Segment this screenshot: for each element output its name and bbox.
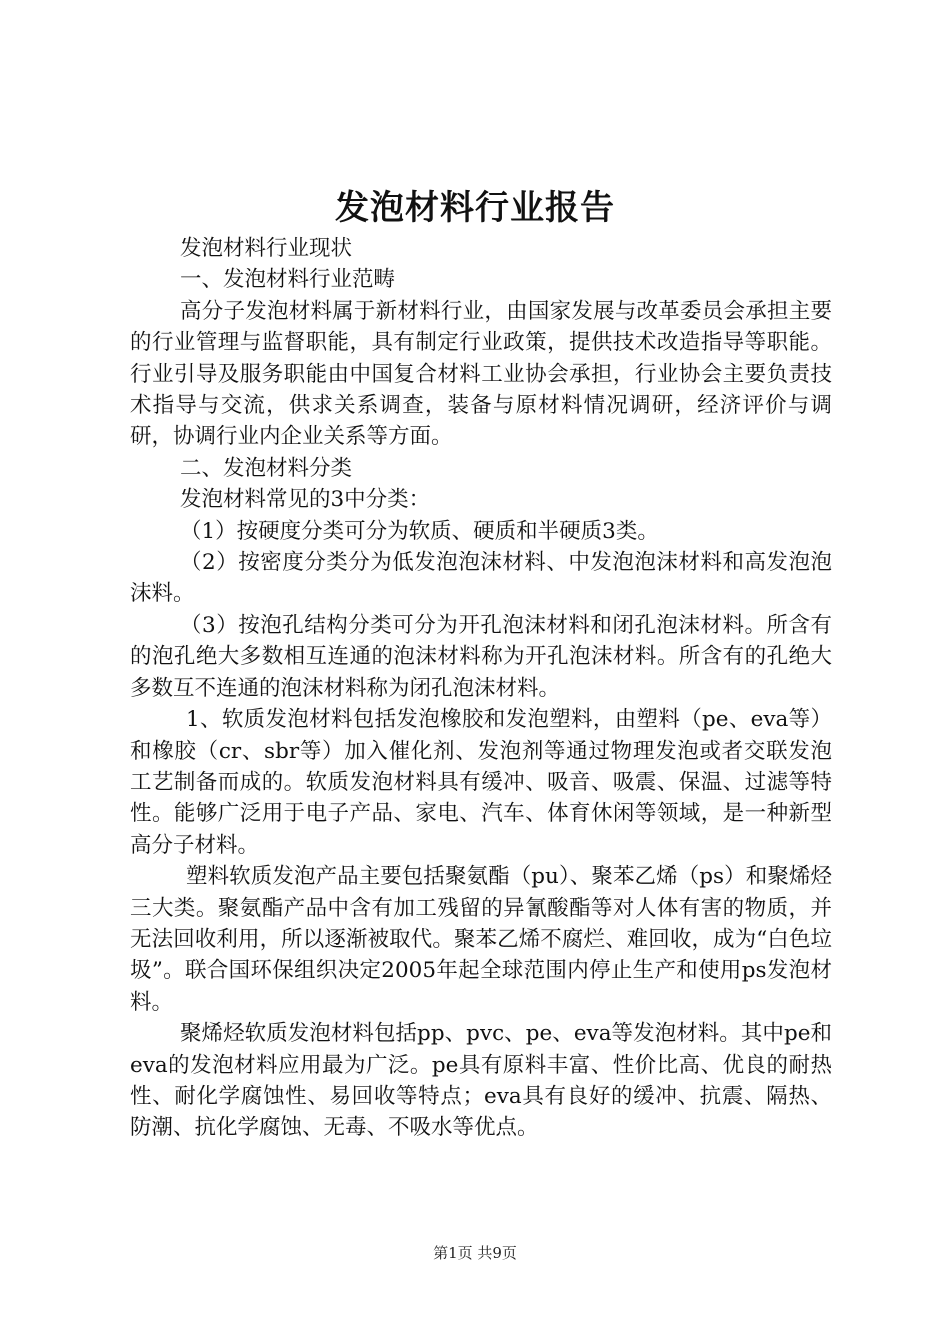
- paragraph-plastic-soft-foam: 塑料软质发泡产品主要包括聚氨酯（pu）、聚苯乙烯（ps）和聚烯烃三大类。聚氨酯产品中含有加工残留的异氰酸酯等对人体有害的物质，并无法回收利用，所以逐渐被取代。聚苯乙烯不腐烂、难回收，成为“白色垃圾”。联合国环保组织决定2005年起全球范围内停止生产和使用ps发泡材料。: [130, 864, 832, 1015]
- document-body: [130, 233, 832, 1144]
- paragraph-industry-scope: 高分子发泡材料属于新材料行业，由国家发展与改革委员会承担主要的行业管理与监督职能，具有制定行业政策，提供技术改造指导等职能。行业引导及服务职能由中国复合材料工业协会承担，行业协会主要负责技术指导与交流，供求关系调查，装备与原材料情况调研，经济评价与调研，协调行业内企业关系等方面。: [130, 298, 832, 450]
- heading-classification: 二、发泡材料分类: [180, 455, 353, 481]
- heading-industry-scope: 一、发泡材料行业范畴: [180, 267, 396, 293]
- paragraph-soft-foam: 1、软质发泡材料包括发泡橡胶和发泡塑料，由塑料（pe、eva等）和橡胶（cr、sbr等）加入催化剂、发泡剂等通过物理发泡或者交联发泡工艺制备而成的。软质发泡材料具有缓冲、吸音、吸震、保温、过滤等特性。能够广泛用于电子产品、家电、汽车、体育休闲等领域，是一种新型高分子材料。: [130, 707, 832, 858]
- paragraph-density: （2）按密度分类分为低发泡泡沫材料、中发泡泡沫材料和高发泡泡沫料。: [130, 550, 832, 607]
- paragraph-industry-status: 发泡材料行业现状: [180, 236, 353, 261]
- paragraph-cell-structure: （3）按泡孔结构分类可分为开孔泡沫材料和闭孔泡沫材料。所含有的泡孔绝大多数相互连通的泡沫材料称为开孔泡沫材料。所含有的孔绝大多数互不连通的泡沫材料称为闭孔泡沫材料。: [130, 612, 832, 701]
- page-number-footer: 第1页 共9页: [433, 1244, 517, 1262]
- document-title: 发泡材料行业报告: [335, 188, 615, 228]
- paragraph-classification-intro: 发泡材料常见的3中分类：: [180, 487, 431, 513]
- paragraph-polyolefin-foam: 聚烯烃软质发泡材料包括pp、pvc、pe、eva等发泡材料。其中pe和eva的发泡材料应用最为广泛。pe具有原料丰富、性价比高、优良的耐热性、耐化学腐蚀性、易回收等特点；eva具有良好的缓冲、抗震、隔热、防潮、抗化学腐蚀、无毒、不吸水等优点。: [130, 1021, 832, 1141]
- paragraph-hardness: （1）按硬度分类可分为软质、硬质和半硬质3类。: [180, 518, 659, 544]
